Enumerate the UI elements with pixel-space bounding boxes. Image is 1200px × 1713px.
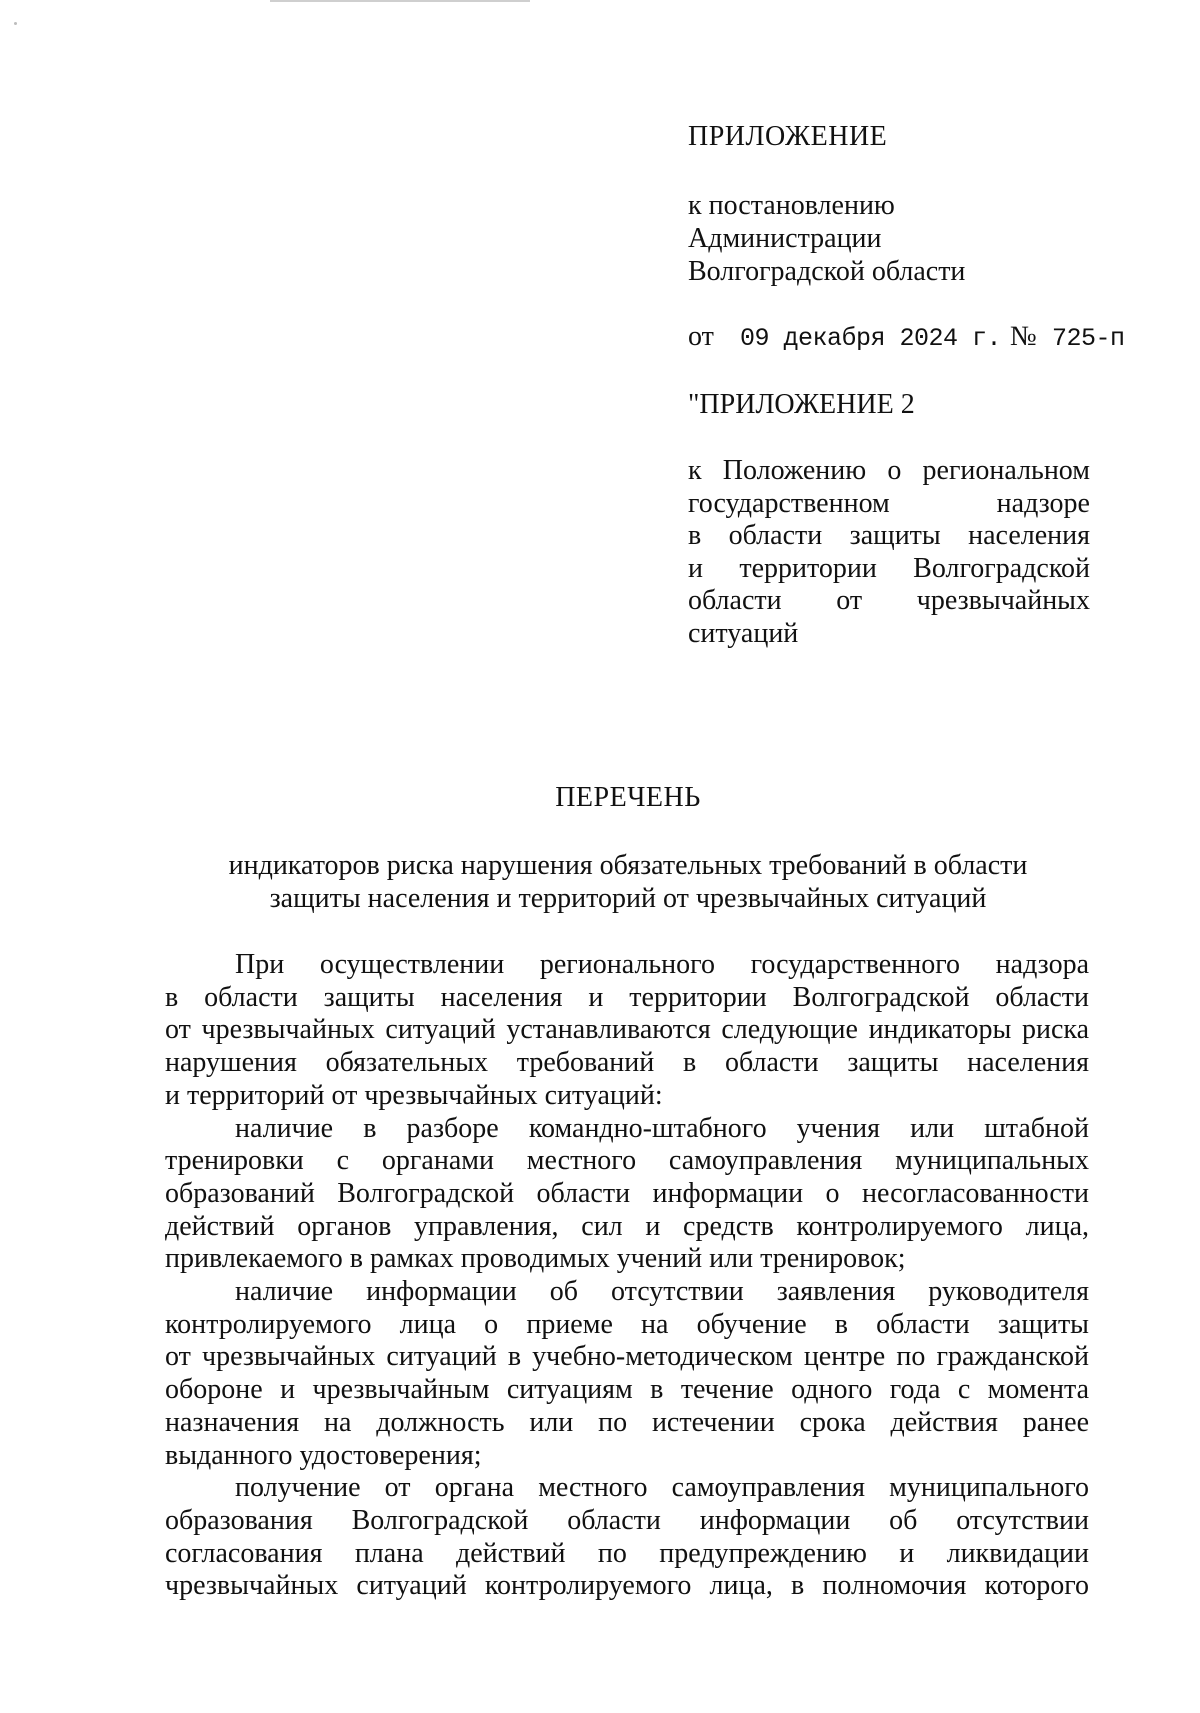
document-title: ПЕРЕЧЕНЬ bbox=[555, 782, 701, 813]
appendix2-line: государственном надзоре bbox=[688, 487, 1090, 519]
body-line: привлекаемого в рамках проводимых учений или тренировок; bbox=[165, 1243, 906, 1275]
body-line: наличие в разборе командно-штабного учения или штабной bbox=[235, 1112, 1089, 1144]
body-line: от чрезвычайных ситуаций устанавливаются следующие индикаторы риска bbox=[165, 1014, 1089, 1046]
body-line: согласования плана действий по предупреждению и ликвидации bbox=[165, 1537, 1089, 1569]
number-sign: № bbox=[1010, 321, 1037, 352]
body-line: образования Волгоградской области информации об отсутствии bbox=[165, 1504, 1089, 1536]
addressee-line: к постановлению bbox=[688, 190, 895, 221]
subtitle-line: защиты населения и территорий от чрезвычайных ситуаций bbox=[269, 883, 987, 914]
appendix-addressee bbox=[688, 189, 1108, 288]
addressee-line: Администрации bbox=[688, 223, 882, 254]
body-line: тренировки с органами местного самоуправления муниципальных bbox=[165, 1145, 1089, 1177]
body-line: наличие информации об отсутствии заявления руководителя bbox=[235, 1276, 1089, 1308]
resolution-number: 725-п bbox=[1052, 324, 1125, 353]
date-prefix: от bbox=[688, 321, 714, 352]
addressee-line: Волгоградской области bbox=[688, 256, 966, 287]
resolution-date: 09 декабря 2024 г. bbox=[740, 324, 1002, 353]
appendix2-line: области от чрезвычайных bbox=[688, 585, 1090, 616]
body-line: При осуществлении регионального государственного надзора bbox=[235, 949, 1089, 980]
scan-dot bbox=[14, 22, 17, 25]
body-line: и территорий от чрезвычайных ситуаций: bbox=[165, 1079, 663, 1111]
appendix-title: ПРИЛОЖЕНИЕ bbox=[688, 121, 888, 152]
body-line: назначения на должность или по истечении срока действия ранее bbox=[165, 1406, 1089, 1438]
body-line: чрезвычайных ситуаций контролируемого лица, в полномочия которого bbox=[165, 1570, 1089, 1602]
appendix2-title: "ПРИЛОЖЕНИЕ 2 bbox=[688, 389, 915, 420]
appendix2-line: ситуаций bbox=[688, 617, 799, 649]
body-line: образований Волгоградской области информации о несогласованности bbox=[165, 1177, 1089, 1209]
body-line: выданного удостоверения; bbox=[165, 1439, 482, 1471]
body-line: получение от органа местного самоуправления муниципального bbox=[235, 1472, 1089, 1504]
body-line: от чрезвычайных ситуаций в учебно-методическом центре по гражданской bbox=[165, 1341, 1089, 1373]
body-line: действий органов управления, сил и средств контролируемого лица, bbox=[165, 1210, 1089, 1242]
document-subtitle bbox=[0, 849, 1200, 915]
body-line: обороне и чрезвычайным ситуациям в течение одного года с момента bbox=[165, 1374, 1089, 1406]
scan-edge-line bbox=[270, 0, 530, 2]
appendix2-line: к Положению о региональном bbox=[688, 455, 1090, 486]
appendix2-line: в области защиты населения bbox=[688, 520, 1090, 551]
body-line: в области защиты населения и территории Волгоградской области bbox=[165, 981, 1089, 1013]
body-line: нарушения обязательных требований в области защиты населения bbox=[165, 1047, 1089, 1079]
appendix2-addressee bbox=[688, 455, 1090, 650]
resolution-date-line bbox=[688, 320, 1128, 356]
subtitle-line: индикаторов риска нарушения обязательных требований в области bbox=[228, 850, 1028, 881]
document-body bbox=[165, 949, 1089, 1603]
appendix2-line: и территории Волгоградской bbox=[688, 552, 1090, 584]
body-line: контролируемого лица о приеме на обучение в области защиты bbox=[165, 1308, 1089, 1340]
